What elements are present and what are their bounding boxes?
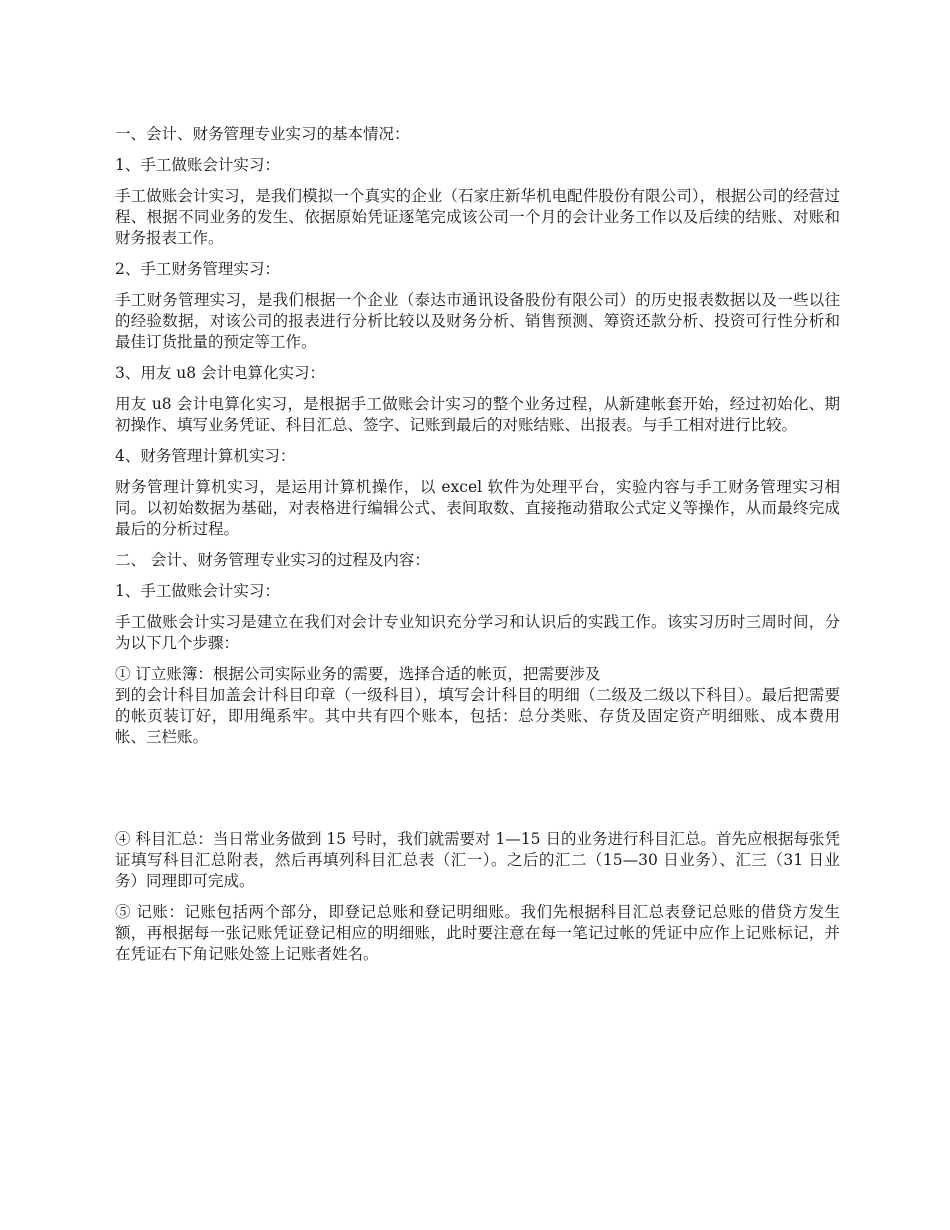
- subheading-manual-finance: 2、手工财务管理实习：: [115, 260, 280, 278]
- paragraph-manual-accounting-process: 手工做账会计实习是建立在我们对会计专业知识充分学习和认识后的实践工作。该实习历时三周时间，分为以下几个步骤：: [115, 613, 840, 652]
- subheading-u8-accounting: 3、用友 u8 会计电算化实习：: [115, 364, 326, 382]
- subheading-manual-accounting-process: 1、手工做账会计实习：: [115, 582, 280, 600]
- step-1-continuation: 到的会计科目加盖会计科目印章（一级科目），填写会计科目的明细（二级及二级以下科目）。最后把需要的帐页装订好，即用绳系牢。其中共有四个账本，包括：总分类账、存货及固定资产明细账、成本费用帐、三栏账。: [115, 686, 840, 746]
- subheading-computer-finance: 4、财务管理计算机实习：: [115, 447, 296, 465]
- paragraph-u8-accounting: 用友 u8 会计电算化实习，是根据手工做账会计实习的整个业务过程，从新建帐套开始，经过初始化、期初操作、填写业务凭证、科目汇总、签字、记账到最后的对账结账、出报表。与手工相对进行比较。: [115, 395, 840, 434]
- paragraph-step-4: ④ 科目汇总：当日常业务做到 15 号时，我们就需要对 1—15 日的业务进行科目汇总。首先应根据每张凭证填写科目汇总附表，然后再填列科目汇总表（汇一）。之后的汇二（15—30 日业务）、汇三（31 日业务）同理即可完成。: [115, 830, 840, 890]
- subheading-manual-accounting: 1、手工做账会计实习：: [115, 156, 280, 174]
- paragraph-step-1: [115, 664, 840, 748]
- paragraph-computer-finance: 财务管理计算机实习，是运用计算机操作，以 excel 软件为处理平台，实验内容与手工财务管理实习相同。以初始数据为基础，对表格进行编辑公式、表间取数、直接拖动猎取公式定义等操作，从而最终完成最后的分析过程。: [115, 478, 840, 538]
- step-1-first-line: ① 订立账簿：根据公司实际业务的需要，选择合适的帐页，把需要涉及: [115, 665, 601, 683]
- section-heading-2: 二、 会计、财务管理专业实习的过程及内容：: [115, 551, 430, 569]
- paragraph-step-5: ⑤ 记账：记账包括两个部分，即登记总账和登记明细账。我们先根据科目汇总表登记总账的借贷方发生额，再根据每一张记账凭证登记相应的明细账，此时要注意在每一笔记过帐的凭证中应作上记账标记，并在凭证右下角记账处签上记账者姓名。: [115, 903, 840, 963]
- paragraph-manual-accounting: 手工做账会计实习，是我们模拟一个真实的企业（石家庄新华机电配件股份有限公司），根据公司的经营过程、根据不同业务的发生、依据原始凭证逐笔完成该公司一个月的会计业务工作以及后续的结账、对账和财务报表工作。: [115, 187, 840, 247]
- paragraph-manual-finance: 手工财务管理实习，是我们根据一个企业（泰达市通讯设备股份有限公司）的历史报表数据以及一些以往的经验数据，对该公司的报表进行分析比较以及财务分析、销售预测、筹资还款分析、投资可行性分析和最佳订货批量的预定等工作。: [115, 291, 840, 351]
- section-heading-1: 一、会计、财务管理专业实习的基本情况：: [115, 125, 410, 143]
- document-body: [115, 124, 840, 975]
- blank-space: [115, 758, 840, 829]
